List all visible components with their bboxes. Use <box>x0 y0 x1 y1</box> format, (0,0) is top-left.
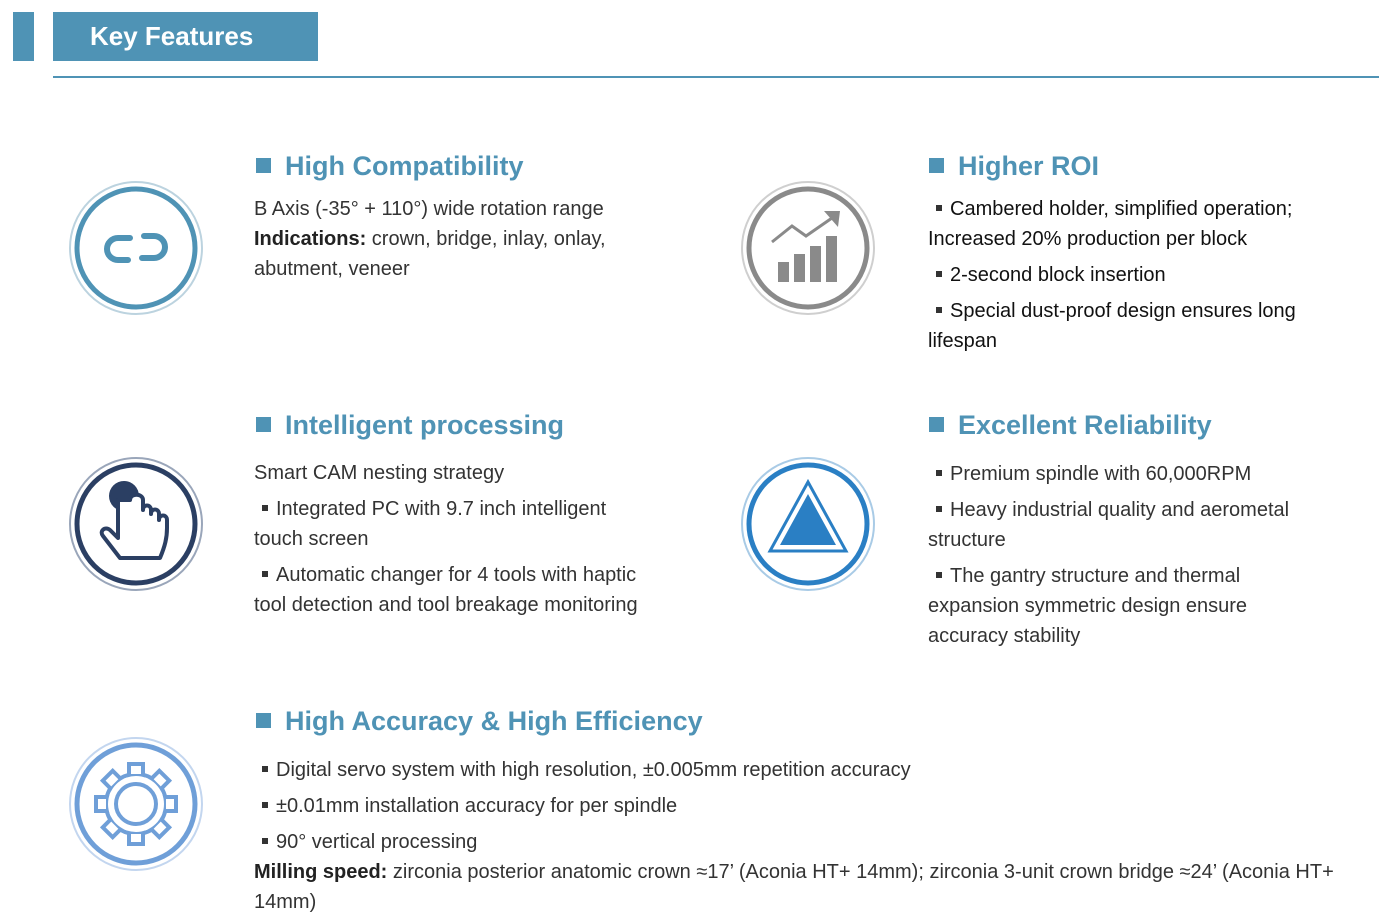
intelligent-text: Smart CAM nesting strategy Integrated PC with 9.7 inch intelligent touch screen Automatic changer for 4 tools with haptic tool detection and tool breakage monitoring <box>254 458 644 620</box>
list-item: Integrated PC with 9.7 inch intelligent touch screen <box>254 498 607 550</box>
link-icon <box>68 180 204 316</box>
bullet-icon <box>936 307 942 313</box>
list-item: 2-second block insertion <box>928 260 1328 290</box>
bullet-icon <box>262 838 268 844</box>
list-item: Cambered holder, simplified operation; Increased 20% production per block <box>928 198 1293 250</box>
list-item: Automatic changer for 4 tools with haptic tool detection and tool breakage monitoring <box>254 564 638 616</box>
touch-hand-icon <box>68 456 204 592</box>
header-accent-bar <box>13 12 34 61</box>
list-item: Heavy industrial quality and aerometal structure <box>928 499 1290 551</box>
section-title-reliability: Excellent Reliability <box>929 409 1212 441</box>
list-item: ±0.01mm installation accuracy for per spindle <box>254 791 1374 821</box>
bullet-icon <box>262 571 268 577</box>
square-bullet-icon <box>256 713 271 728</box>
bullet-icon <box>936 470 942 476</box>
growth-chart-icon <box>740 180 876 316</box>
gear-icon <box>68 736 204 872</box>
page-title: Key Features <box>53 12 318 61</box>
bullet-icon <box>936 205 942 211</box>
section-title-accuracy: High Accuracy & High Efficiency <box>256 705 703 737</box>
square-bullet-icon <box>929 417 944 432</box>
list-item: 90° vertical processing <box>254 827 1374 857</box>
square-bullet-icon <box>929 158 944 173</box>
section-title-intelligent: Intelligent processing <box>256 409 564 441</box>
square-bullet-icon <box>256 158 271 173</box>
reliability-text <box>928 453 1328 651</box>
list-item: Digital servo system with high resolution, ±0.005mm repetition accuracy <box>254 755 1374 785</box>
bullet-icon <box>262 766 268 772</box>
compatibility-text: B Axis (-35° + 110°) wide rotation range Indications: crown, bridge, inlay, onlay, abutment, veneer <box>254 198 606 280</box>
roi-text <box>928 188 1328 356</box>
square-bullet-icon <box>256 417 271 432</box>
bullet-icon <box>262 802 268 808</box>
section-title-compatibility: High Compatibility <box>256 150 524 182</box>
bullet-icon <box>262 505 268 511</box>
triangle-icon <box>740 456 876 592</box>
bullet-icon <box>936 572 942 578</box>
section-title-roi: Higher ROI <box>929 150 1099 182</box>
header-divider <box>53 76 1379 78</box>
list-item: Special dust-proof design ensures long lifespan <box>928 300 1296 352</box>
accuracy-text: Digital servo system with high resolution, ±0.005mm repetition accuracy ±0.01mm installation accuracy for per spindle 90° vertical processing Milling speed: zirconia posterior anatomic crown ≈17’ (Aconia HT+ 14mm); zirconia 3-unit crown bridge ≈24’ (Aconia HT+ 14mm) <box>254 749 1374 917</box>
bullet-icon <box>936 271 942 277</box>
bullet-icon <box>936 506 942 512</box>
list-item: The gantry structure and thermal expansion symmetric design ensure accuracy stability <box>928 565 1248 647</box>
list-item: Premium spindle with 60,000RPM <box>928 459 1328 489</box>
